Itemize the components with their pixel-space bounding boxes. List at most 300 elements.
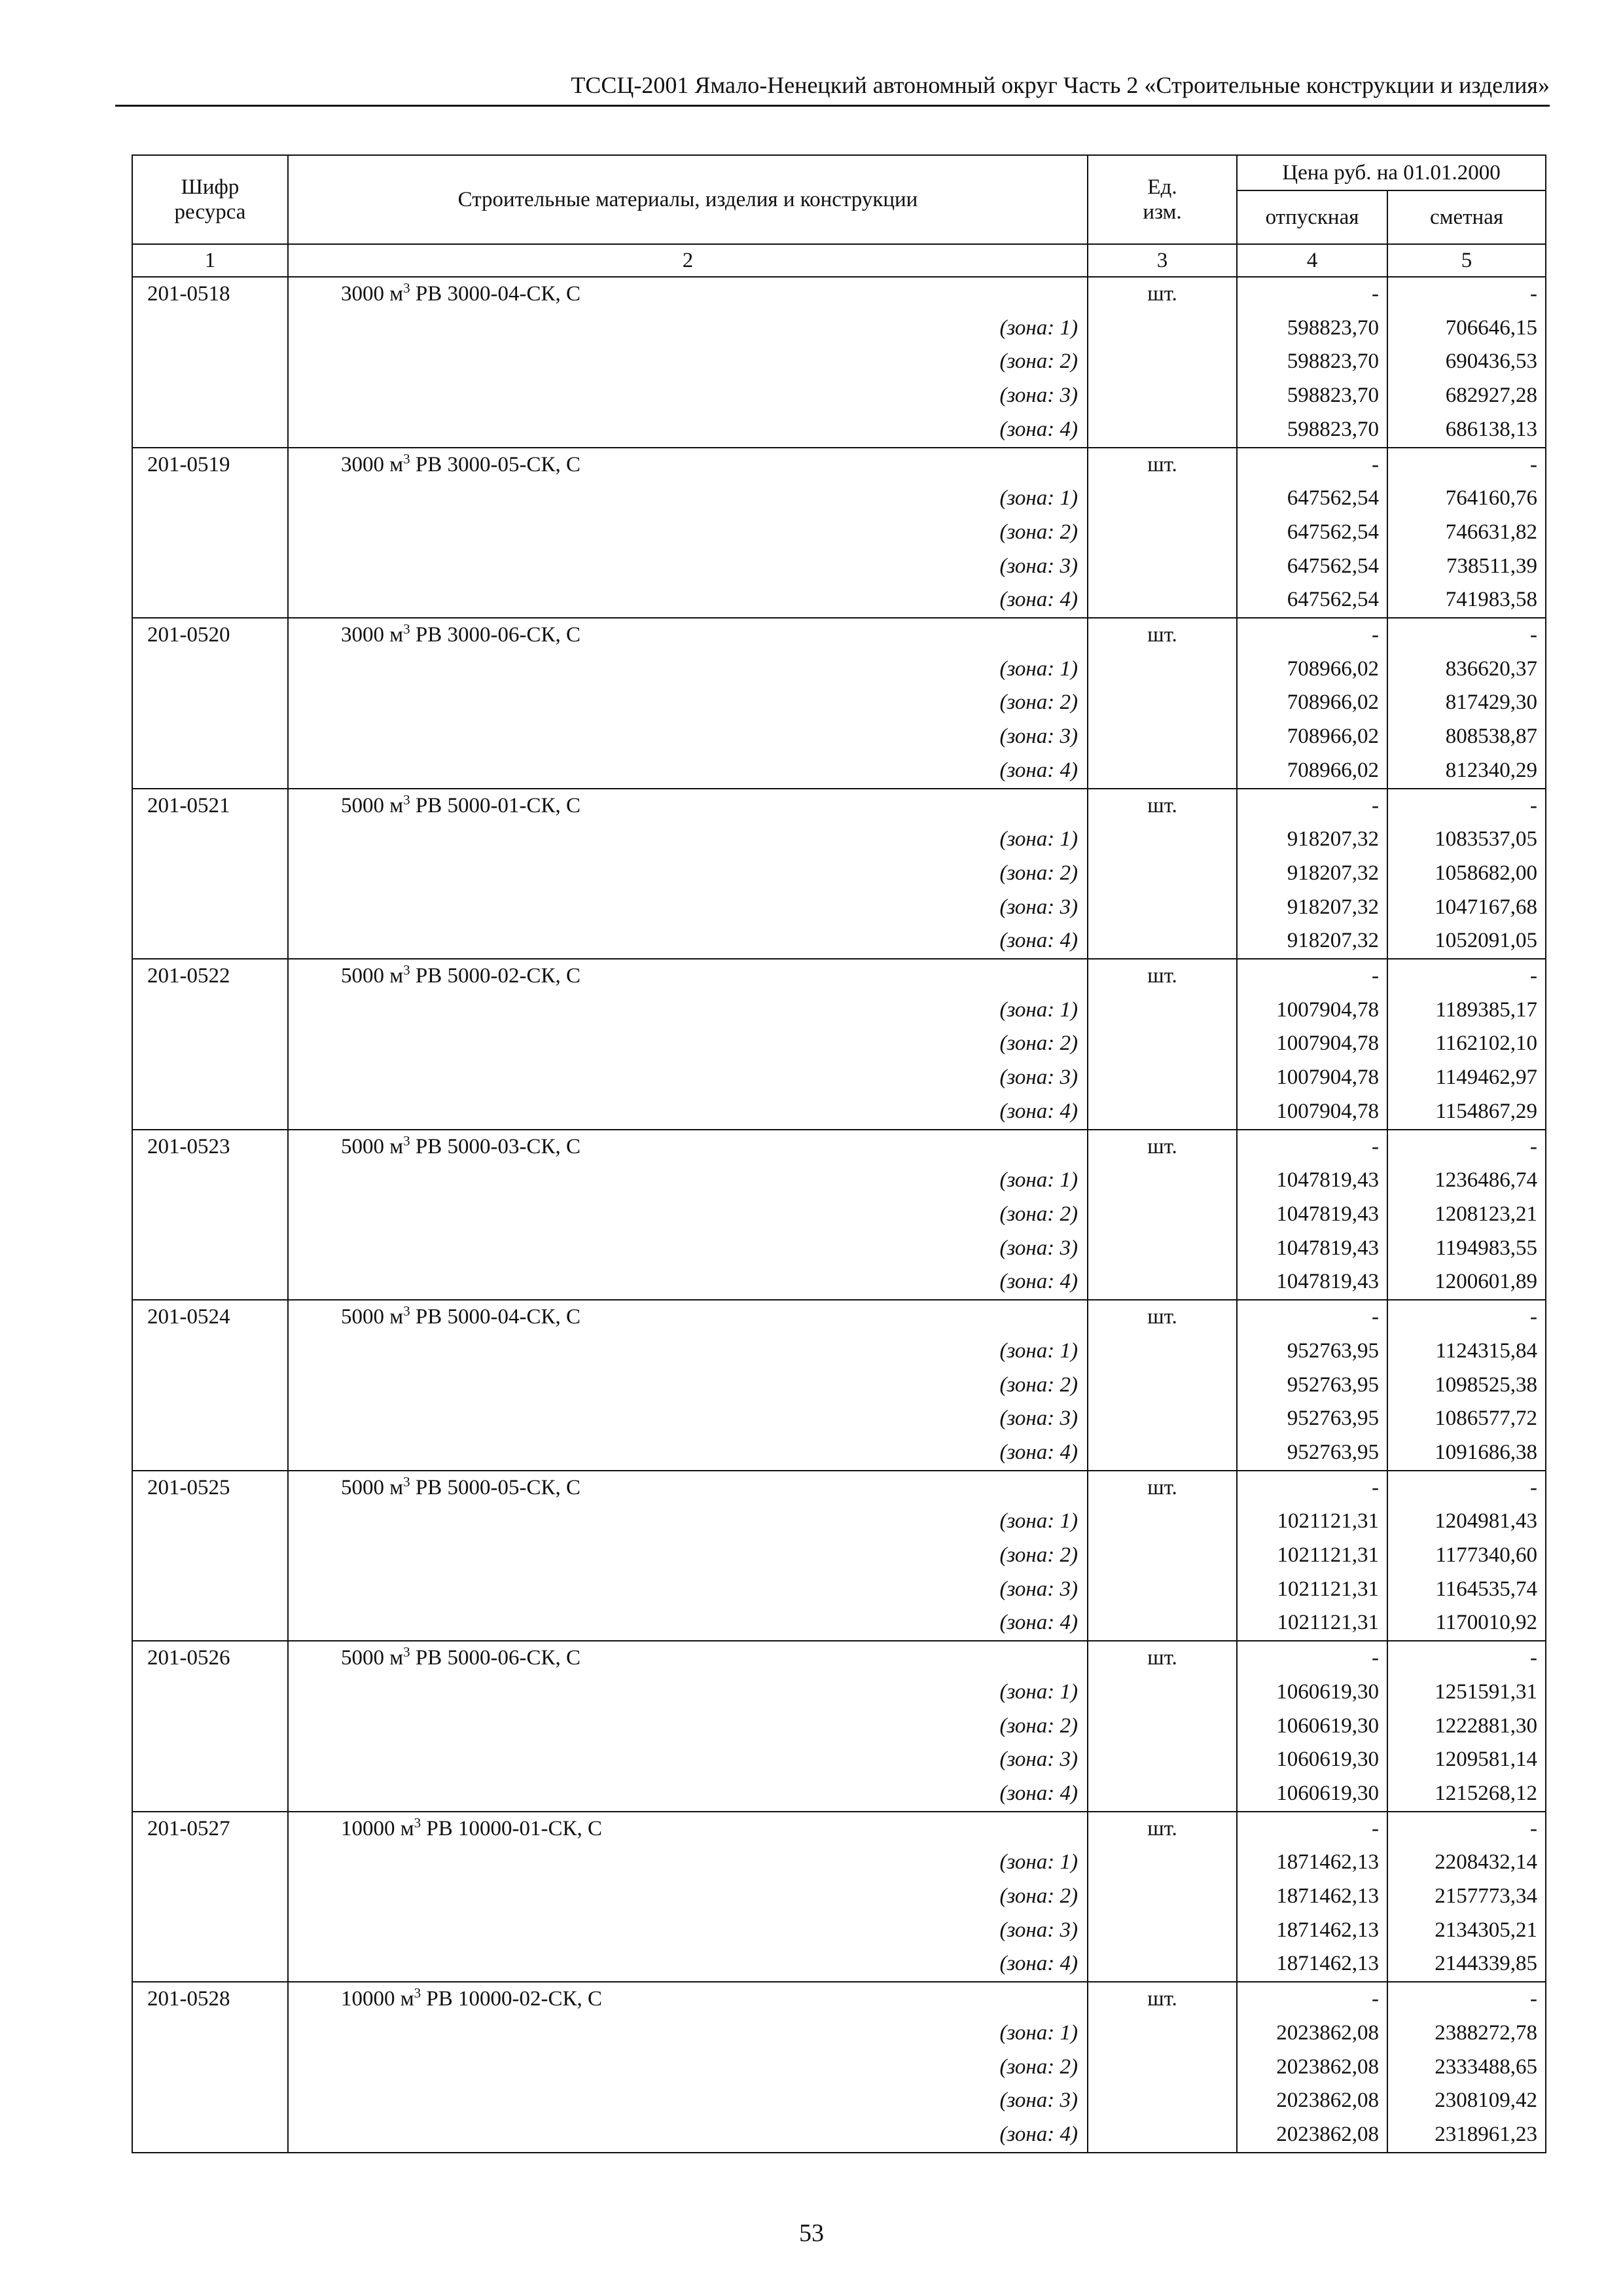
zone-release-price: 1060619,30 bbox=[1237, 1743, 1387, 1777]
zone-release-price: 598823,70 bbox=[1237, 413, 1387, 448]
zone-unit-cell bbox=[1088, 2118, 1237, 2153]
zone-unit-cell bbox=[1088, 1846, 1237, 1880]
zone-release-price: 1060619,30 bbox=[1237, 1676, 1387, 1710]
resource-name-suffix: РВ 5000-05-СК, С bbox=[410, 1475, 581, 1499]
zone-code-cell bbox=[132, 1606, 288, 1641]
resource-unit: шт. bbox=[1088, 1812, 1237, 1846]
zone-label: (зона: 2) bbox=[288, 1710, 1088, 1744]
zone-release-price: 952763,95 bbox=[1237, 1436, 1387, 1471]
resource-name bbox=[288, 789, 1088, 823]
zone-code-cell bbox=[132, 994, 288, 1028]
resource-code: 201-0518 bbox=[132, 277, 288, 312]
zone-label: (зона: 3) bbox=[288, 379, 1088, 413]
resource-name-suffix: РВ 5000-04-СК, С bbox=[410, 1305, 581, 1329]
zone-release-price: 1021121,31 bbox=[1237, 1606, 1387, 1641]
zone-estimate-price: 2308109,42 bbox=[1387, 2084, 1546, 2118]
price-table-body bbox=[132, 277, 1546, 2153]
resource-name bbox=[288, 959, 1088, 994]
resource-name-suffix: РВ 5000-02-СК, С bbox=[410, 964, 581, 988]
resource-unit: шт. bbox=[1088, 959, 1237, 994]
zone-row bbox=[132, 1061, 1546, 1095]
zone-code-cell bbox=[132, 345, 288, 379]
zone-code-cell bbox=[132, 891, 288, 925]
zone-code-cell bbox=[132, 1947, 288, 1982]
resource-name-superscript: 3 bbox=[403, 1644, 410, 1660]
resource-name-prefix: 3000 м bbox=[341, 282, 404, 306]
price-table bbox=[132, 154, 1546, 2153]
header-price-group: Цена руб. на 01.01.2000 bbox=[1237, 155, 1546, 190]
zone-unit-cell bbox=[1088, 1573, 1237, 1607]
zone-unit-cell bbox=[1088, 720, 1237, 754]
resource-release-price: - bbox=[1237, 1641, 1387, 1676]
resource-name-suffix: РВ 3000-04-СК, С bbox=[410, 282, 581, 306]
zone-code-cell bbox=[132, 720, 288, 754]
zone-unit-cell bbox=[1088, 1539, 1237, 1573]
resource-row bbox=[132, 1982, 1546, 2017]
zone-row bbox=[132, 720, 1546, 754]
zone-label: (зона: 3) bbox=[288, 1061, 1088, 1095]
zone-release-price: 2023862,08 bbox=[1237, 2084, 1387, 2118]
zone-unit-cell bbox=[1088, 1880, 1237, 1914]
zone-code-cell bbox=[132, 1743, 288, 1777]
resource-row bbox=[132, 789, 1546, 823]
zone-unit-cell bbox=[1088, 994, 1237, 1028]
zone-row bbox=[132, 1265, 1546, 1300]
zone-unit-cell bbox=[1088, 924, 1237, 959]
zone-row bbox=[132, 345, 1546, 379]
zone-row bbox=[132, 924, 1546, 959]
zone-code-cell bbox=[132, 1198, 288, 1232]
zone-label: (зона: 2) bbox=[288, 1369, 1088, 1403]
zone-code-cell bbox=[132, 2118, 288, 2153]
zone-estimate-price: 1091686,38 bbox=[1387, 1436, 1546, 1471]
zone-label: (зона: 2) bbox=[288, 345, 1088, 379]
zone-row bbox=[132, 994, 1546, 1028]
zone-label: (зона: 4) bbox=[288, 1606, 1088, 1641]
resource-code: 201-0523 bbox=[132, 1130, 288, 1164]
document-header: ТССЦ-2001 Ямало-Ненецкий автономный округ Часть 2 «Строительные конструкции и изделия» bbox=[571, 72, 1550, 98]
zone-row bbox=[132, 1573, 1546, 1607]
zone-release-price: 647562,54 bbox=[1237, 583, 1387, 618]
zone-row bbox=[132, 686, 1546, 720]
zone-release-price: 708966,02 bbox=[1237, 720, 1387, 754]
resource-name-suffix: РВ 3000-06-СК, С bbox=[410, 623, 581, 647]
zone-label: (зона: 3) bbox=[288, 2084, 1088, 2118]
zone-row bbox=[132, 1232, 1546, 1266]
zone-row bbox=[132, 1369, 1546, 1403]
zone-label: (зона: 2) bbox=[288, 686, 1088, 720]
zone-code-cell bbox=[132, 482, 288, 516]
resource-row bbox=[132, 618, 1546, 653]
zone-row bbox=[132, 2118, 1546, 2153]
zone-unit-cell bbox=[1088, 583, 1237, 618]
zone-estimate-price: 746631,82 bbox=[1387, 516, 1546, 550]
zone-estimate-price: 706646,15 bbox=[1387, 312, 1546, 346]
resource-name-suffix: РВ 3000-05-СК, С bbox=[410, 452, 581, 476]
zone-label: (зона: 1) bbox=[288, 1676, 1088, 1710]
zone-release-price: 1060619,30 bbox=[1237, 1777, 1387, 1812]
zone-release-price: 2023862,08 bbox=[1237, 2051, 1387, 2085]
zone-row bbox=[132, 1710, 1546, 1744]
zone-release-price: 1047819,43 bbox=[1237, 1232, 1387, 1266]
zone-unit-cell bbox=[1088, 1198, 1237, 1232]
resource-code: 201-0524 bbox=[132, 1300, 288, 1335]
zone-code-cell bbox=[132, 754, 288, 789]
resource-name-superscript: 3 bbox=[403, 791, 410, 808]
zone-estimate-price: 1189385,17 bbox=[1387, 994, 1546, 1028]
zone-row bbox=[132, 1606, 1546, 1641]
zone-code-cell bbox=[132, 2051, 288, 2085]
zone-estimate-price: 1200601,89 bbox=[1387, 1265, 1546, 1300]
zone-label: (зона: 1) bbox=[288, 2017, 1088, 2051]
zone-estimate-price: 1208123,21 bbox=[1387, 1198, 1546, 1232]
resource-release-price: - bbox=[1237, 618, 1387, 653]
zone-release-price: 708966,02 bbox=[1237, 653, 1387, 687]
zone-estimate-price: 1154867,29 bbox=[1387, 1095, 1546, 1130]
resource-name-superscript: 3 bbox=[403, 1473, 410, 1490]
zone-row bbox=[132, 1198, 1546, 1232]
zone-estimate-price: 1209581,14 bbox=[1387, 1743, 1546, 1777]
zone-label: (зона: 2) bbox=[288, 2051, 1088, 2085]
zone-code-cell bbox=[132, 1402, 288, 1436]
zone-estimate-price: 1047167,68 bbox=[1387, 891, 1546, 925]
zone-code-cell bbox=[132, 1880, 288, 1914]
zone-code-cell bbox=[132, 1095, 288, 1130]
zone-release-price: 1871462,13 bbox=[1237, 1846, 1387, 1880]
resource-row bbox=[132, 1130, 1546, 1164]
zone-row bbox=[132, 1777, 1546, 1812]
zone-code-cell bbox=[132, 823, 288, 857]
zone-row bbox=[132, 1743, 1546, 1777]
zone-code-cell bbox=[132, 1710, 288, 1744]
resource-name bbox=[288, 1641, 1088, 1676]
zone-label: (зона: 2) bbox=[288, 1027, 1088, 1061]
resource-estimate-price: - bbox=[1387, 1471, 1546, 1505]
zone-estimate-price: 2388272,78 bbox=[1387, 2017, 1546, 2051]
zone-estimate-price: 812340,29 bbox=[1387, 754, 1546, 789]
zone-estimate-price: 1052091,05 bbox=[1387, 924, 1546, 959]
resource-name-prefix: 10000 м bbox=[341, 1987, 414, 2011]
zone-release-price: 1007904,78 bbox=[1237, 1061, 1387, 1095]
resource-name-prefix: 3000 м bbox=[341, 623, 404, 647]
zone-unit-cell bbox=[1088, 482, 1237, 516]
zone-estimate-price: 1177340,60 bbox=[1387, 1539, 1546, 1573]
zone-row bbox=[132, 857, 1546, 891]
zone-label: (зона: 4) bbox=[288, 1095, 1088, 1130]
resource-unit: шт. bbox=[1088, 277, 1237, 312]
zone-unit-cell bbox=[1088, 1061, 1237, 1095]
zone-unit-cell bbox=[1088, 379, 1237, 413]
zone-unit-cell bbox=[1088, 1027, 1237, 1061]
zone-unit-cell bbox=[1088, 1710, 1237, 1744]
zone-unit-cell bbox=[1088, 1743, 1237, 1777]
zone-row bbox=[132, 550, 1546, 584]
zone-unit-cell bbox=[1088, 1947, 1237, 1982]
resource-name bbox=[288, 1300, 1088, 1335]
zone-estimate-price: 2144339,85 bbox=[1387, 1947, 1546, 1982]
resource-code: 201-0522 bbox=[132, 959, 288, 994]
resource-name bbox=[288, 448, 1088, 482]
zone-code-cell bbox=[132, 857, 288, 891]
zone-unit-cell bbox=[1088, 413, 1237, 448]
resource-row bbox=[132, 1641, 1546, 1676]
zone-estimate-price: 2333488,65 bbox=[1387, 2051, 1546, 2085]
zone-unit-cell bbox=[1088, 312, 1237, 346]
zone-unit-cell bbox=[1088, 857, 1237, 891]
resource-code: 201-0520 bbox=[132, 618, 288, 653]
zone-code-cell bbox=[132, 924, 288, 959]
resource-release-price: - bbox=[1237, 959, 1387, 994]
resource-estimate-price: - bbox=[1387, 1300, 1546, 1335]
zone-code-cell bbox=[132, 1061, 288, 1095]
resource-release-price: - bbox=[1237, 1982, 1387, 2017]
zone-unit-cell bbox=[1088, 1606, 1237, 1641]
resource-unit: шт. bbox=[1088, 789, 1237, 823]
zone-estimate-price: 1083537,05 bbox=[1387, 823, 1546, 857]
header-name: Строительные материалы, изделия и конструкции bbox=[288, 155, 1088, 244]
zone-unit-cell bbox=[1088, 1402, 1237, 1436]
zone-unit-cell bbox=[1088, 345, 1237, 379]
zone-unit-cell bbox=[1088, 823, 1237, 857]
zone-label: (зона: 3) bbox=[288, 1232, 1088, 1266]
zone-unit-cell bbox=[1088, 1777, 1237, 1812]
resource-name-prefix: 5000 м bbox=[341, 1134, 404, 1158]
zone-estimate-price: 1222881,30 bbox=[1387, 1710, 1546, 1744]
resource-name-prefix: 5000 м bbox=[341, 793, 404, 817]
zone-code-cell bbox=[132, 1232, 288, 1266]
resource-row bbox=[132, 277, 1546, 312]
zone-row bbox=[132, 379, 1546, 413]
resource-estimate-price: - bbox=[1387, 448, 1546, 482]
header-code-label: Шифр ресурса bbox=[174, 175, 246, 224]
resource-release-price: - bbox=[1237, 1471, 1387, 1505]
zone-release-price: 952763,95 bbox=[1237, 1402, 1387, 1436]
zone-estimate-price: 741983,58 bbox=[1387, 583, 1546, 618]
zone-row bbox=[132, 2051, 1546, 2085]
zone-unit-cell bbox=[1088, 516, 1237, 550]
zone-estimate-price: 1098525,38 bbox=[1387, 1369, 1546, 1403]
zone-release-price: 1021121,31 bbox=[1237, 1573, 1387, 1607]
zone-label: (зона: 2) bbox=[288, 1539, 1088, 1573]
zone-unit-cell bbox=[1088, 1164, 1237, 1198]
zone-row bbox=[132, 413, 1546, 448]
resource-release-price: - bbox=[1237, 1812, 1387, 1846]
zone-release-price: 1871462,13 bbox=[1237, 1914, 1387, 1948]
zone-label: (зона: 4) bbox=[288, 1947, 1088, 1982]
zone-release-price: 918207,32 bbox=[1237, 891, 1387, 925]
zone-code-cell bbox=[132, 1777, 288, 1812]
zone-estimate-price: 1124315,84 bbox=[1387, 1335, 1546, 1369]
zone-release-price: 598823,70 bbox=[1237, 379, 1387, 413]
resource-name bbox=[288, 1812, 1088, 1846]
header-code bbox=[132, 155, 288, 244]
zone-code-cell bbox=[132, 653, 288, 687]
zone-unit-cell bbox=[1088, 1232, 1237, 1266]
resource-release-price: - bbox=[1237, 448, 1387, 482]
zone-release-price: 1871462,13 bbox=[1237, 1880, 1387, 1914]
zone-label: (зона: 2) bbox=[288, 1880, 1088, 1914]
zone-row bbox=[132, 516, 1546, 550]
resource-name-prefix: 5000 м bbox=[341, 1305, 404, 1329]
zone-release-price: 1021121,31 bbox=[1237, 1505, 1387, 1539]
zone-estimate-price: 1164535,74 bbox=[1387, 1573, 1546, 1607]
resource-release-price: - bbox=[1237, 1130, 1387, 1164]
zone-release-price: 1021121,31 bbox=[1237, 1539, 1387, 1573]
zone-unit-cell bbox=[1088, 1676, 1237, 1710]
zone-unit-cell bbox=[1088, 550, 1237, 584]
zone-row bbox=[132, 1164, 1546, 1198]
zone-code-cell bbox=[132, 1335, 288, 1369]
zone-row bbox=[132, 482, 1546, 516]
zone-code-cell bbox=[132, 413, 288, 448]
zone-release-price: 708966,02 bbox=[1237, 686, 1387, 720]
zone-label: (зона: 4) bbox=[288, 2118, 1088, 2153]
zone-label: (зона: 1) bbox=[288, 1505, 1088, 1539]
zone-estimate-price: 2208432,14 bbox=[1387, 1846, 1546, 1880]
zone-code-cell bbox=[132, 583, 288, 618]
zone-row bbox=[132, 1335, 1546, 1369]
zone-unit-cell bbox=[1088, 1335, 1237, 1369]
zone-unit-cell bbox=[1088, 2017, 1237, 2051]
zone-estimate-price: 1162102,10 bbox=[1387, 1027, 1546, 1061]
resource-name bbox=[288, 1130, 1088, 1164]
resource-name-superscript: 3 bbox=[414, 1814, 421, 1831]
resource-name-superscript: 3 bbox=[403, 1303, 410, 1319]
zone-code-cell bbox=[132, 2084, 288, 2118]
zone-row bbox=[132, 1027, 1546, 1061]
zone-estimate-price: 1086577,72 bbox=[1387, 1402, 1546, 1436]
zone-row bbox=[132, 312, 1546, 346]
zone-release-price: 952763,95 bbox=[1237, 1335, 1387, 1369]
zone-row bbox=[132, 1880, 1546, 1914]
zone-label: (зона: 4) bbox=[288, 1265, 1088, 1300]
zone-label: (зона: 3) bbox=[288, 1914, 1088, 1948]
resource-name-superscript: 3 bbox=[403, 450, 410, 467]
resource-row bbox=[132, 1471, 1546, 1505]
resource-name-prefix: 10000 м bbox=[341, 1816, 414, 1840]
resource-release-price: - bbox=[1237, 277, 1387, 312]
zone-label: (зона: 2) bbox=[288, 857, 1088, 891]
zone-label: (зона: 2) bbox=[288, 516, 1088, 550]
header-unit-label: Ед. изм. bbox=[1143, 175, 1182, 224]
zone-release-price: 598823,70 bbox=[1237, 345, 1387, 379]
resource-unit: шт. bbox=[1088, 448, 1237, 482]
resource-code: 201-0521 bbox=[132, 789, 288, 823]
resource-name-superscript: 3 bbox=[403, 962, 410, 978]
column-number-3: 3 bbox=[1088, 244, 1237, 277]
resource-unit: шт. bbox=[1088, 1471, 1237, 1505]
resource-name-suffix: РВ 10000-02-СК, С bbox=[421, 1987, 603, 2011]
resource-name-prefix: 5000 м bbox=[341, 1646, 404, 1670]
zone-row bbox=[132, 1539, 1546, 1573]
resource-row bbox=[132, 1812, 1546, 1846]
zone-label: (зона: 1) bbox=[288, 994, 1088, 1028]
zone-release-price: 1007904,78 bbox=[1237, 1027, 1387, 1061]
resource-name-superscript: 3 bbox=[414, 1985, 421, 2001]
zone-row bbox=[132, 1095, 1546, 1130]
zone-label: (зона: 1) bbox=[288, 1164, 1088, 1198]
zone-label: (зона: 4) bbox=[288, 583, 1088, 618]
resource-estimate-price: - bbox=[1387, 1982, 1546, 2017]
resource-unit: шт. bbox=[1088, 1982, 1237, 2017]
zone-release-price: 2023862,08 bbox=[1237, 2118, 1387, 2153]
zone-code-cell bbox=[132, 1539, 288, 1573]
zone-estimate-price: 2134305,21 bbox=[1387, 1914, 1546, 1948]
zone-label: (зона: 4) bbox=[288, 413, 1088, 448]
zone-label: (зона: 3) bbox=[288, 720, 1088, 754]
zone-estimate-price: 2157773,34 bbox=[1387, 1880, 1546, 1914]
header-rule bbox=[115, 105, 1550, 107]
zone-release-price: 1047819,43 bbox=[1237, 1265, 1387, 1300]
resource-code: 201-0528 bbox=[132, 1982, 288, 2017]
zone-estimate-price: 690436,53 bbox=[1387, 345, 1546, 379]
zone-row bbox=[132, 754, 1546, 789]
zone-estimate-price: 808538,87 bbox=[1387, 720, 1546, 754]
zone-code-cell bbox=[132, 1505, 288, 1539]
zone-unit-cell bbox=[1088, 1369, 1237, 1403]
resource-name bbox=[288, 618, 1088, 653]
zone-row bbox=[132, 1676, 1546, 1710]
zone-label: (зона: 1) bbox=[288, 1335, 1088, 1369]
zone-row bbox=[132, 1914, 1546, 1948]
resource-name-prefix: 3000 м bbox=[341, 452, 404, 476]
zone-label: (зона: 4) bbox=[288, 924, 1088, 959]
resource-estimate-price: - bbox=[1387, 959, 1546, 994]
resource-name-prefix: 5000 м bbox=[341, 1475, 404, 1499]
resource-name-suffix: РВ 5000-01-СК, С bbox=[410, 793, 581, 817]
zone-estimate-price: 1194983,55 bbox=[1387, 1232, 1546, 1266]
zone-estimate-price: 1170010,92 bbox=[1387, 1606, 1546, 1641]
zone-row bbox=[132, 653, 1546, 687]
zone-release-price: 708966,02 bbox=[1237, 754, 1387, 789]
zone-unit-cell bbox=[1088, 1914, 1237, 1948]
resource-row bbox=[132, 448, 1546, 482]
zone-label: (зона: 1) bbox=[288, 823, 1088, 857]
resource-name-prefix: 5000 м bbox=[341, 964, 404, 988]
resource-name bbox=[288, 277, 1088, 312]
zone-estimate-price: 2318961,23 bbox=[1387, 2118, 1546, 2153]
page-number: 53 bbox=[799, 2219, 824, 2247]
zone-label: (зона: 4) bbox=[288, 1436, 1088, 1471]
header-unit bbox=[1088, 155, 1237, 244]
resource-code: 201-0519 bbox=[132, 448, 288, 482]
resource-name bbox=[288, 1471, 1088, 1505]
zone-estimate-price: 1204981,43 bbox=[1387, 1505, 1546, 1539]
zone-estimate-price: 1215268,12 bbox=[1387, 1777, 1546, 1812]
zone-estimate-price: 1149462,97 bbox=[1387, 1061, 1546, 1095]
zone-unit-cell bbox=[1088, 1265, 1237, 1300]
zone-label: (зона: 4) bbox=[288, 1777, 1088, 1812]
zone-estimate-price: 1236486,74 bbox=[1387, 1164, 1546, 1198]
zone-code-cell bbox=[132, 379, 288, 413]
resource-name-suffix: РВ 5000-03-СК, С bbox=[410, 1134, 581, 1158]
zone-release-price: 918207,32 bbox=[1237, 857, 1387, 891]
resource-unit: шт. bbox=[1088, 1130, 1237, 1164]
zone-release-price: 647562,54 bbox=[1237, 516, 1387, 550]
zone-release-price: 918207,32 bbox=[1237, 823, 1387, 857]
zone-code-cell bbox=[132, 516, 288, 550]
zone-code-cell bbox=[132, 1676, 288, 1710]
zone-row bbox=[132, 2084, 1546, 2118]
resource-unit: шт. bbox=[1088, 618, 1237, 653]
resource-unit: шт. bbox=[1088, 1641, 1237, 1676]
zone-code-cell bbox=[132, 1369, 288, 1403]
header-estimate: сметная bbox=[1387, 190, 1546, 244]
zone-unit-cell bbox=[1088, 653, 1237, 687]
resource-code: 201-0527 bbox=[132, 1812, 288, 1846]
zone-unit-cell bbox=[1088, 754, 1237, 789]
zone-unit-cell bbox=[1088, 2051, 1237, 2085]
